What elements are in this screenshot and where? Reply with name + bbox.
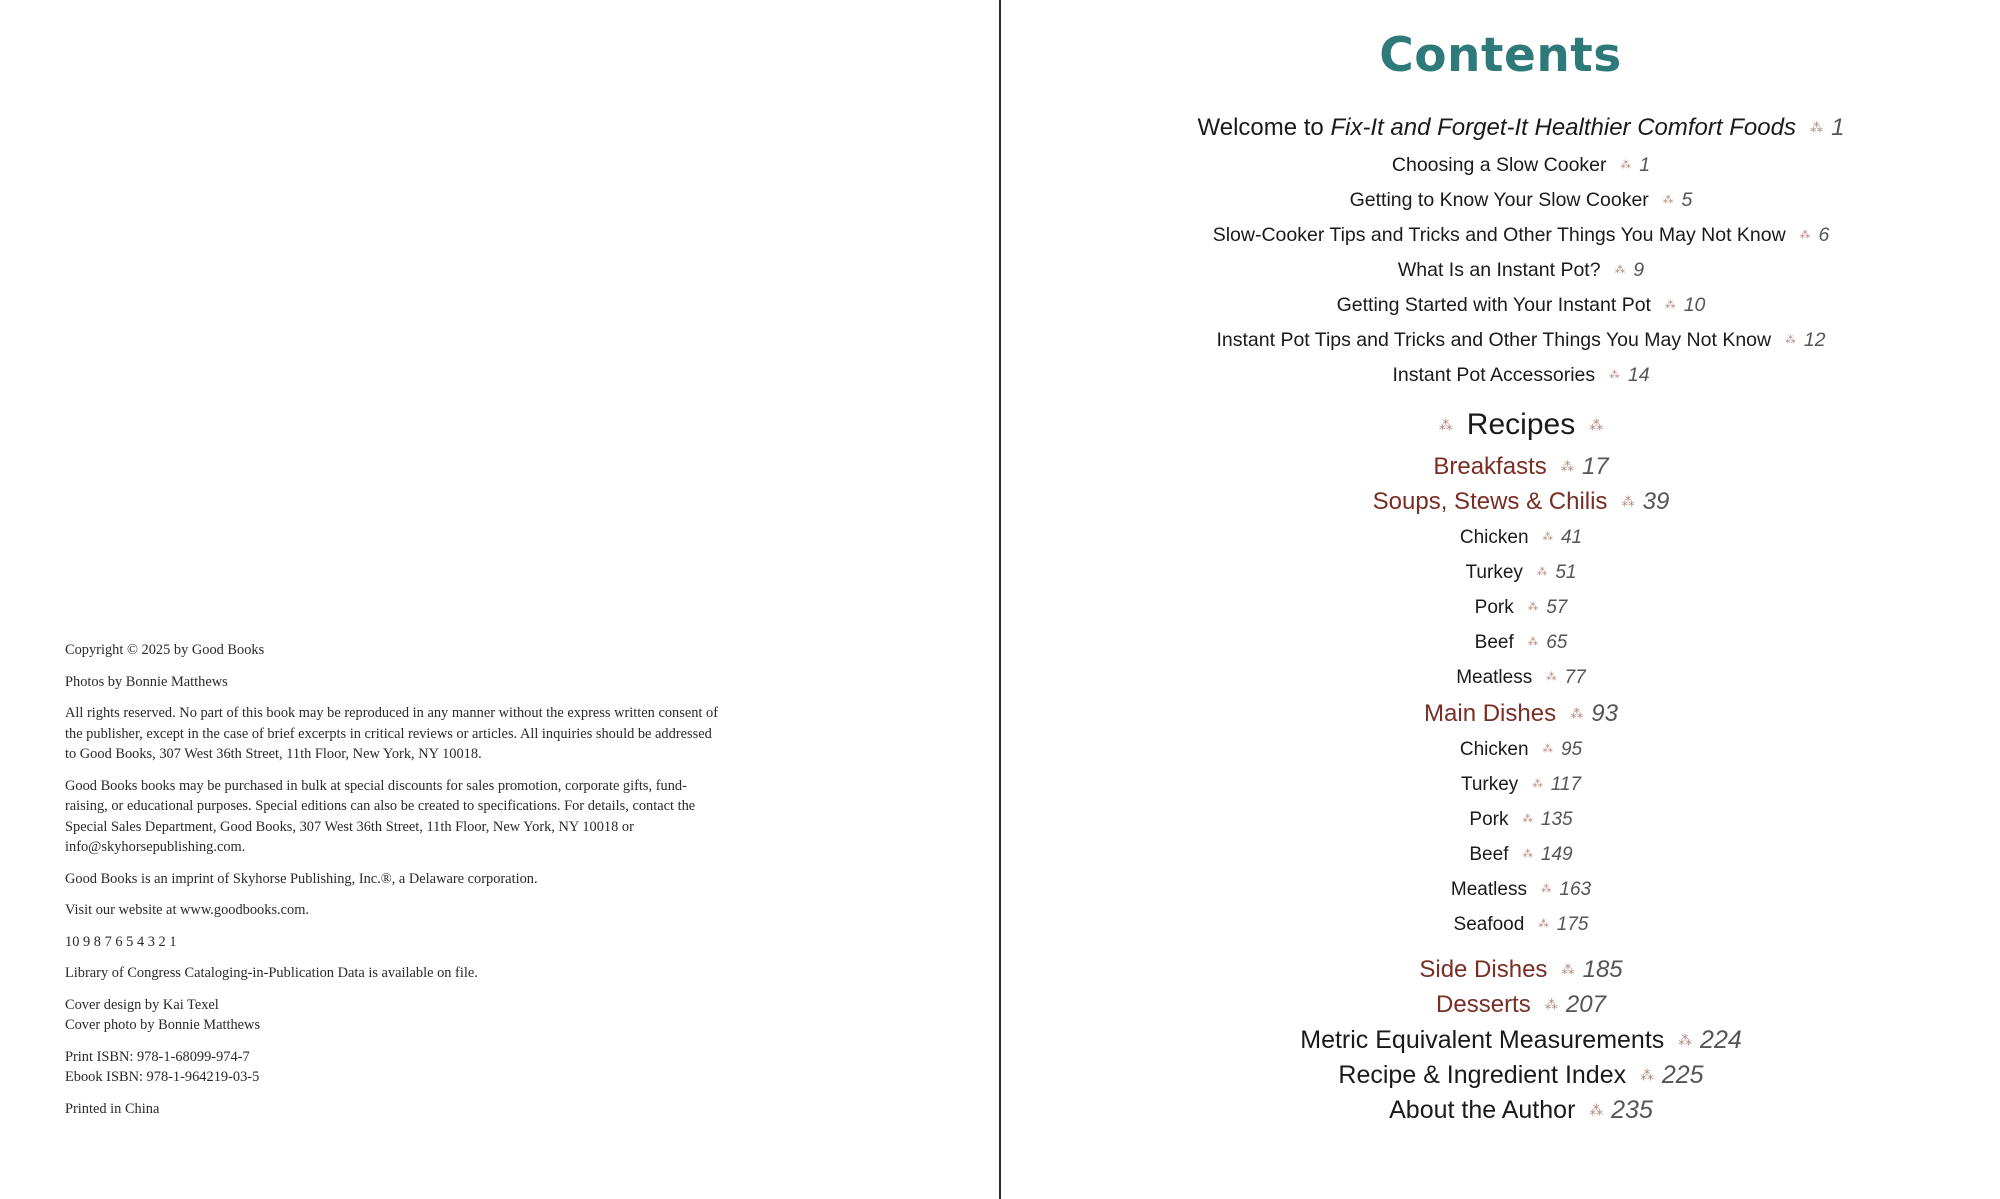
- toc-entry[interactable]: [1213, 224, 1830, 247]
- recipes-section-heading: [1425, 408, 1617, 442]
- toc-entry-label: What Is an Instant Pot?: [1397, 259, 1601, 281]
- toc-subentry[interactable]: [1451, 879, 1591, 901]
- trefoil-ornament-icon: ⁂: [1522, 814, 1533, 825]
- trefoil-ornament-icon: ⁂: [1614, 264, 1626, 276]
- toc-entry-label: Beef: [1469, 844, 1509, 865]
- toc-page-number: 65: [1546, 632, 1568, 653]
- toc-category-label: Main Dishes: [1424, 700, 1557, 727]
- toc-entry-label: Turkey: [1460, 774, 1519, 795]
- toc-page-number: 225: [1661, 1061, 1704, 1089]
- toc-entry-label: Turkey: [1465, 562, 1523, 583]
- trefoil-ornament-icon: ⁂: [1570, 706, 1584, 721]
- trefoil-ornament-icon: ⁂: [1785, 334, 1796, 346]
- toc-entry-label: Metric Equivalent Measurements: [1300, 1026, 1665, 1054]
- toc-entry[interactable]: [1398, 259, 1644, 282]
- trefoil-ornament-icon: ⁂: [1527, 602, 1539, 613]
- toc-entry-metric[interactable]: [1300, 1026, 1742, 1055]
- trefoil-ornament-icon: ⁂: [1609, 369, 1620, 381]
- toc-entry-label: Chicken: [1459, 527, 1529, 548]
- trefoil-ornament-icon: ⁂: [1799, 229, 1811, 241]
- toc-entry-about-author[interactable]: [1389, 1096, 1653, 1125]
- toc-page-number: 224: [1700, 1026, 1742, 1054]
- toc-page-number: 1: [1831, 114, 1845, 141]
- page-title: Contents: [1379, 28, 1622, 83]
- toc-page-number: 14: [1627, 364, 1650, 386]
- cip-line: Library of Congress Cataloging-in-Publication Data is available on file.: [65, 965, 478, 981]
- toc-entry-welcome[interactable]: [1198, 114, 1845, 142]
- isbn-block: Print ISBN: 978-1-68099-974-7 Ebook ISBN: 978-1-964219-03-5: [65, 1048, 260, 1085]
- cover-credits: Cover design by Kai Texel Cover photo by Bonnie Matthews: [65, 996, 261, 1033]
- toc-page-number: 57: [1546, 597, 1568, 618]
- toc-entry-label: Getting to Know Your Slow Cooker: [1349, 189, 1649, 211]
- trefoil-ornament-icon: ⁂: [1561, 962, 1575, 977]
- toc-page-number: 95: [1560, 739, 1583, 760]
- trefoil-ornament-icon: ⁂: [1589, 1103, 1604, 1118]
- trefoil-ornament-icon: ⁂: [1538, 919, 1549, 930]
- printing-line: 10 9 8 7 6 5 4 3 2 1: [65, 933, 177, 950]
- trefoil-ornament-icon: ⁂: [1542, 744, 1553, 755]
- toc-page-number: 10: [1683, 294, 1706, 316]
- toc-category-label: Soups, Stews & Chilis: [1372, 488, 1608, 515]
- trefoil-ornament-icon: ⁂: [1664, 299, 1676, 311]
- toc-entry-label: Choosing a Slow Cooker: [1391, 154, 1607, 176]
- toc-page-number: 175: [1556, 914, 1589, 935]
- toc-entry-label: Meatless: [1456, 667, 1533, 688]
- toc-subentry[interactable]: [1469, 809, 1572, 831]
- toc-page-number: 117: [1550, 774, 1582, 795]
- copyright-line: Copyright © 2025 by Good Books: [65, 642, 265, 658]
- toc-entry-label: About the Author: [1389, 1096, 1576, 1124]
- toc-page-number: 93: [1591, 700, 1618, 727]
- toc-entry[interactable]: [1392, 364, 1649, 387]
- toc-page-number: 135: [1540, 809, 1573, 830]
- toc-entry[interactable]: [1350, 189, 1693, 212]
- rights-paragraph: All rights reserved. No part of this book may be reproduced in any manner without the express written consent of the publisher, except in the case of brief excerpts in critical reviews or articles. All inquiries should be addressed to Good Books, 307 West 36th Street, 11th Floor, New York, NY 10018.: [65, 705, 719, 762]
- toc-subentry[interactable]: [1460, 527, 1582, 549]
- toc-page-number: 12: [1803, 329, 1826, 351]
- toc-entry-index[interactable]: [1338, 1061, 1703, 1090]
- toc-entry-label: Recipe & Ingredient Index: [1338, 1061, 1627, 1089]
- website-line: Visit our website at www.goodbooks.com.: [65, 902, 310, 918]
- trefoil-ornament-icon: ⁂: [1438, 416, 1453, 433]
- trefoil-ornament-icon: ⁂: [1522, 849, 1533, 860]
- toc-page-number: 51: [1555, 562, 1577, 583]
- toc-page-number: 5: [1681, 189, 1693, 211]
- book-title: Fix-It and Forget-It Healthier Comfort Foods: [1330, 114, 1796, 141]
- printed-in-line: Printed in China: [65, 1100, 160, 1117]
- toc-page-number: 39: [1642, 488, 1670, 515]
- toc-entry-label: Seafood: [1453, 914, 1525, 935]
- toc-category-main-dishes[interactable]: [1424, 700, 1618, 728]
- toc-entry-label: Pork: [1474, 597, 1514, 618]
- trefoil-ornament-icon: ⁂: [1532, 779, 1543, 790]
- toc-category-soups[interactable]: [1373, 488, 1670, 516]
- trefoil-ornament-icon: ⁂: [1589, 416, 1604, 433]
- photo-credit: Photos by Bonnie Matthews: [65, 673, 228, 690]
- toc-page-number: 17: [1581, 453, 1609, 480]
- toc-page-number: 149: [1540, 844, 1573, 865]
- toc-page-number: 207: [1565, 991, 1606, 1018]
- toc-page-number: 77: [1564, 667, 1586, 688]
- imprint-line: Good Books is an imprint of Skyhorse Publishing, Inc.®, a Delaware corporation.: [65, 870, 538, 887]
- trefoil-ornament-icon: ⁂: [1542, 532, 1553, 543]
- toc-entry[interactable]: [1392, 154, 1650, 177]
- toc-subentry[interactable]: [1475, 597, 1568, 619]
- trefoil-ornament-icon: ⁂: [1621, 494, 1635, 509]
- toc-entry[interactable]: [1216, 329, 1825, 352]
- toc-category-breakfasts[interactable]: [1433, 453, 1608, 481]
- trefoil-ornament-icon: ⁂: [1527, 637, 1539, 648]
- trefoil-ornament-icon: ⁂: [1620, 159, 1632, 171]
- toc-category-desserts[interactable]: [1436, 991, 1606, 1019]
- table-of-contents: [1001, 0, 2000, 1199]
- right-page: [1001, 0, 2000, 1199]
- toc-subentry[interactable]: [1475, 632, 1568, 654]
- toc-category-label: Breakfasts: [1433, 453, 1547, 480]
- toc-entry-label: Pork: [1469, 809, 1509, 830]
- trefoil-ornament-icon: ⁂: [1640, 1068, 1654, 1083]
- toc-page-number: 185: [1582, 956, 1623, 983]
- toc-subentry[interactable]: [1456, 667, 1586, 689]
- toc-entry-label: Meatless: [1450, 879, 1527, 900]
- toc-entry-label: Beef: [1474, 632, 1514, 653]
- toc-page-number: 41: [1560, 527, 1583, 548]
- toc-page-number: 6: [1818, 224, 1830, 246]
- toc-entry-label: Instant Pot Accessories: [1392, 364, 1596, 386]
- toc-subentry[interactable]: [1461, 774, 1581, 796]
- recipes-heading-label: Recipes: [1466, 408, 1576, 441]
- toc-subentry[interactable]: [1460, 739, 1582, 761]
- toc-category-label: Side Dishes: [1419, 956, 1548, 983]
- trefoil-ornament-icon: ⁂: [1560, 459, 1574, 474]
- trefoil-ornament-icon: ⁂: [1540, 884, 1552, 895]
- toc-entry[interactable]: [1337, 294, 1706, 317]
- trefoil-ornament-icon: ⁂: [1678, 1033, 1693, 1048]
- toc-entry-label: Chicken: [1459, 739, 1529, 760]
- toc-page-number: 9: [1633, 259, 1645, 281]
- toc-subentry[interactable]: [1469, 844, 1572, 866]
- toc-category-label: Desserts: [1436, 991, 1531, 1018]
- toc-entry-label: Getting Started with Your Instant Pot: [1336, 294, 1651, 316]
- trefoil-ornament-icon: ⁂: [1809, 120, 1824, 135]
- trefoil-ornament-icon: ⁂: [1544, 997, 1558, 1012]
- trefoil-ornament-icon: ⁂: [1662, 194, 1674, 206]
- toc-entry-label: Instant Pot Tips and Tricks and Other Things You May Not Know: [1216, 329, 1772, 351]
- trefoil-ornament-icon: ⁂: [1536, 567, 1548, 578]
- toc-page-number: 235: [1611, 1096, 1653, 1124]
- copyright-block: [65, 640, 725, 1130]
- toc-subentry[interactable]: [1454, 914, 1589, 936]
- toc-subentry[interactable]: [1466, 562, 1577, 584]
- toc-page-number: 163: [1559, 879, 1592, 900]
- toc-page-number: 1: [1639, 154, 1651, 176]
- trefoil-ornament-icon: ⁂: [1546, 672, 1557, 683]
- bulk-sales-paragraph: Good Books books may be purchased in bulk at special discounts for sales promotion, corporate gifts, fund-raising, or educational purposes. Special editions can also be created to specifications. For details, contact the Special Sales Department, Good Books, 307 West 36th Street, 11th Floor, New York, NY 10018 or info@skyhorsepublishing.com.: [65, 777, 696, 855]
- toc-entry-label: Welcome to: [1197, 114, 1331, 141]
- toc-category-side-dishes[interactable]: [1419, 956, 1622, 984]
- toc-entry-label: Slow-Cooker Tips and Tricks and Other Things You May Not Know: [1212, 224, 1786, 246]
